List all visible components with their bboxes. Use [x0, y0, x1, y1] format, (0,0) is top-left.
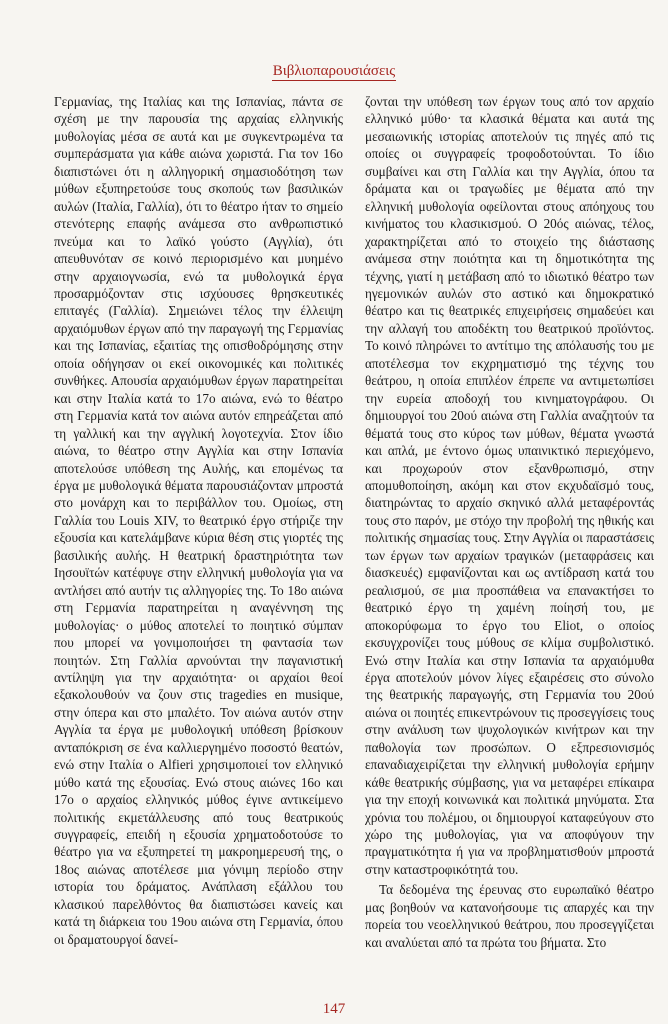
paragraph: Γερμανίας, της Ιταλίας και της Ισπανίας, πάντα σε σχέση με την παρουσία της αρχαίας ελληνικής μυθολογίας μέσα σε αυτά και με συγκεντρωμένα τα συμπεράσματα για κάθε αιώνα χωριστά. Για τον 16ο διαπιστώνει ότι η αλληγορική σημασιοδότηση των μύθων εξυπηρετούσε τους σκοπούς των βασιλικών αυλών (Ιταλία, Γαλλία), ότι το θέατρο ήταν το σημείο στενότερης επαφής ανάμεσα στο ανθρωπιστικό πνεύμα και το λαϊκό γούστο (Αγγλία), ότι απευθυνόταν σε κοινό περιορισμένο και μυημένο στην αρχαιογνωσία, ενώ τα μυθολογικά έργα προσαρμόζονταν στις ισχύουσες θρησκευτικές επιταγές (Γαλλία). Σημειώνει τέλος την έλλειψη αρχαιόμυθων έργων από την παραγωγή της Γερμανίας και της Ισπανίας, εξαιτίας της οπισθοδρόμησης στην οποία οδήγησαν οι εκεί οικονομικές και πολιτικές συνθήκες. Απουσία αρχαιόμυθων έργων παρατηρείται και στην Ιταλία κατά το 17ο αιώνα, ενώ το θέατρο στη Γερμανία κατά τον αιώνα αυτόν επηρεάζεται από τη γαλλική και την αγγλική λογοτεχνία. Στον ίδιο αιώνα, το θέατρο στην Αγγλία και στην Ισπανία αποτελούσε υπόθεση της Αυλής, και επομένως τα έργα με μυθολογικά θέματα παρουσιάζονταν μπροστά στο μονάρχη και το περιβάλλον του. Ομοίως, στη Γαλλία του Louis XIV, το θεατρικό έργο στήριζε την εξουσία και κατελάμβανε κύρια θέση στις γιορτές της βασιλικής αυλής. Η θεατρική δραστηριότητα των Ιησουϊτών κατέφυγε στην ελληνική μυθολογία για να αντλήσει από αυτήν τις αλληγορίες της. Το 18ο αιώνα στη Γερμανία παρατηρείται η αναγέννηση της μυθολογίας· ο μύθος αποτελεί το ποιητικό σύμπαν που μπορεί να γονιμοποιήσει τη φαντασία των ποιητών. Στη Γαλλία αρνούνται την παγανιστική αντίληψη για την αρχαιότητα· οι αρχαίοι θεοί εξακολουθούν να ζουν στις tragedies en musique, στην όπερα και στο μπαλέτο. Τον αιώνα αυτόν στην Αγγλία τα έργα με μυθολογική υπόθεση βρίσκουν ανταπόκριση σε ένα καλλιεργημένο ποσοστό θεατών, ενώ στην Ιταλία ο Alfieri χρησιμοποιεί τον ελληνικό μύθο κατά της εξουσίας. Ενώ στους αιώνες 16ο και 17ο ο αρχαίος ελληνικός μύθος έγινε αντικείμενο πολιτικής εκμετάλλευσης από τους θεατρικούς συγγραφείς, επειδή η εξουσία χρηματοδοτούσε το θέατρο για να εξυπηρετεί τη μακροημερευσή της, ο 18ος αιώνας αποτέλεσε μια γόνιμη περίοδο στην ιστορία του δράματος. Ανάπλαση εξάλλου του κλασικού παρελθόντος θα διαπιστώσει κανείς και κατά τη διάρκεια του 19ου αιώνα στη Γερμανία, όπου οι δραματουργοί δανεί-	[54, 94, 343, 947]
running-header	[0, 60, 668, 80]
page-footer	[0, 998, 668, 1018]
left-column	[54, 93, 343, 951]
paragraph: ζονται την υπόθεση των έργων τους από τον αρχαίο ελληνικό μύθο· τα κλασικά θέματα και αυτά της μεσαιωνικής ιστορίας αποτελούν τις πηγές από τις οποίες οι συγγραφείς τροφοδοτούνται. Το ίδιο συμβαίνει και στη Γαλλία και την Αγγλία, όπου τα δράματα και οι τραγωδίες με θέματα από την ελληνική μυθολογία οφείλονται στους απόηχους του κινήματος του κλασικισμού. Ο 20ός αιώνας, τέλος, χαρακτηρίζεται από το στοιχείο της διάστασης ανάμεσα στην ποιότητα και τη δημοτικότητα της τέχνης, γιατί η μετάβαση από το ιδιωτικό θέατρο των ηγεμονικών αυλών στο αστικό και δημοκρατικό θέατρο και τις θεατρικές επιχειρήσεις σημαδεύει και την αλλαγή του αποδέκτη του θεατρικού προϊόντος. Το κοινό πληρώνει το αντίτιμο της απόλαυσής του με αποτέλεσμα τον εκχρηματισμό της τέχνης του θεάτρου, η οποία επιπλέον έπρεπε να αντιμετωπίσει την ευρεία αποδοχή του κινηματογράφου. Οι δημιουργοί του 20ού αιώνα στη Γαλλία αναζητούν τα θέματά τους στο κύρος των μύθων, θέματα γνωστά και απλά, με έντονο όμως υπαινικτικό περιεχόμενο, και προχωρούν στον εξανθρωπισμό, στην απομυθοποίηση, ακόμη και στον εκχυδαϊσμό τους, διατηρώντας το αρχαίο σκηνικό αλλά μεταφέροντάς τους στο παρόν, με στόχο την προβολή της ηθικής και πολιτικής σημασίας τους. Στην Αγγλία οι παραστάσεις των έργων των αρχαίων τραγικών (μεταφράσεις και διασκευές) εμφανίζονται και ως αντίδραση κατά του ρεαλισμού, σε μια προσπάθεια να επανακτήσει το θεατρικό έργο τη χαμένη ποίησή του, με αποκορύφωμα το έργο του Eliot, ο οποίος εκσυγχρονίζει τους μύθους σε κλίμα συμβολιστικό. Ενώ στην Ιταλία και στην Ισπανία τα αρχαιόμυθα έργα αποτελούν μόνον λίγες εξαιρέσεις στο σύνολο της θεατρικής παραγωγής, στη Γερμανία του 20ού αιώνα οι ποιητές επικεντρώνουν τις προσεγγίσεις τους στην ανάλυση των ψυχολογικών κινήτρων και την παθολογία των προσώπων. Ο εξπρεσιονισμός επαναδιαχειρίζεται την ελληνική μυθολογία ερήμην κάθε θεατρικής σύμβασης, για να μεταφέρει επίκαιρα για την εποχή κοινωνικά και πολιτικά μηνύματα. Στα χρόνια του πολέμου, οι δημιουργοί καταφεύγουν στο χώρο της μυθολογίας, για να αποφύγουν την πραγματικότητα ή για να προβληματισθούν μπροστά στην καταστροφικότητά του.	[365, 94, 654, 877]
right-column	[365, 93, 654, 951]
paragraph: Τα δεδομένα της έρευνας στο ευρωπαϊκό θέατρο μας βοηθούν να κατανοήσουμε τις απαρχές και την πορεία του νεοελληνικού θεάτρου, που προσεγγίζεται και αναλύεται από τα πρώτα του βήματα. Στο	[365, 882, 654, 950]
page-number: 147	[322, 1001, 346, 1017]
section-title: Βιβλιοπαρουσιάσεις	[272, 63, 396, 79]
text-columns	[54, 93, 654, 951]
